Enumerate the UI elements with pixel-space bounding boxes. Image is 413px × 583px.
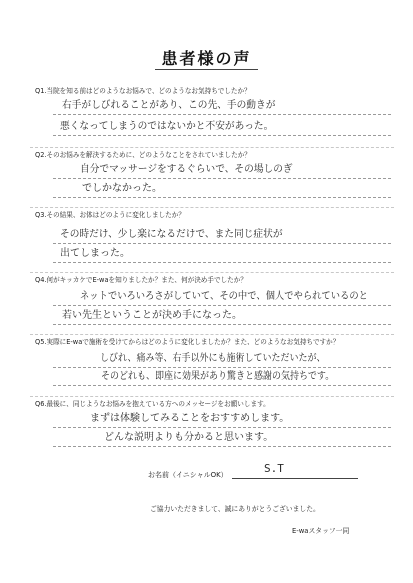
section-divider [30,207,394,208]
title-underline [155,69,258,70]
answer-4-line-2: 若い先生ということが決め手になった。 [62,310,242,321]
answer-rule [53,114,391,115]
question-1-label: Q1.当院を知る前はどのようなお悩みで、どのようなお気持ちでしたか？ [35,87,251,95]
thanks-message: ご協力いただきまして、誠にありがとうございました。 [150,505,320,513]
answer-1-line-2: 悪くなってしまうのではないかと不安があった。 [60,121,274,132]
answer-5-line-2: そのどれも、即座に効果があり驚きと感謝の気持ちです。 [101,371,335,382]
answer-1-line-1: 右手がしびれることがあり、この先、手の動きが [62,100,276,111]
answer-2-line-1: 自分でマッサージをするぐらいで、その場しのぎ [80,164,293,175]
answer-6-line-2: どんな説明よりも分かると思います。 [104,432,274,443]
answer-rule [53,446,391,447]
section-divider [30,396,394,397]
answer-5-line-1: しびれ、痛み等、右手以外にも施術していただいたが、 [100,353,326,364]
answer-rule [53,243,391,244]
answer-4-line-1: ネットでいろいろさがしていて、その中で、個人でやられているのと [80,291,368,302]
question-4-label: Q4.何がキッカケでE-waを知りましたか？また、何が決め手でしたか？ [35,276,247,284]
question-2-label: Q2.そのお悩みを解決するために、どのようなことをされていましたか？ [35,151,251,159]
staff-signature: E-waスタッフ一同 [292,527,350,535]
question-6-label: Q6.最後に、同じようなお悩みを抱えている方へのメッセージをお願いします。 [35,400,270,408]
answer-rule [53,178,391,179]
answer-6-line-1: まずは体験してみることをおすすめします。 [90,413,290,424]
answer-rule [53,367,391,368]
answer-3-line-1: その時だけ、少し楽になるだけで、また同じ症状が [60,229,283,240]
answer-rule [53,427,391,428]
answer-3-line-2: 出てしまった。 [60,248,130,259]
section-divider [30,147,394,148]
answer-rule [53,262,391,263]
answer-rule [53,324,391,325]
section-divider [30,334,394,335]
name-value: S.T [264,462,284,475]
answer-rule [53,305,391,306]
answer-rule [53,135,391,136]
question-3-label: Q3.その結果、お体はどのように変化しましたか？ [35,211,185,219]
page-title: 患者様の声 [161,49,252,68]
question-5-label: Q5.実際にE-waで施術を受けてからはどのように変化しましたか？また、どのようなお気持ちですか？ [35,338,340,346]
section-divider [30,272,394,273]
answer-2-line-2: でしかなかった。 [82,183,162,194]
answer-rule [53,385,391,386]
answer-rule [53,197,391,198]
name-label: お名前（イニシャルOK） [148,471,228,479]
name-underline [232,478,358,479]
